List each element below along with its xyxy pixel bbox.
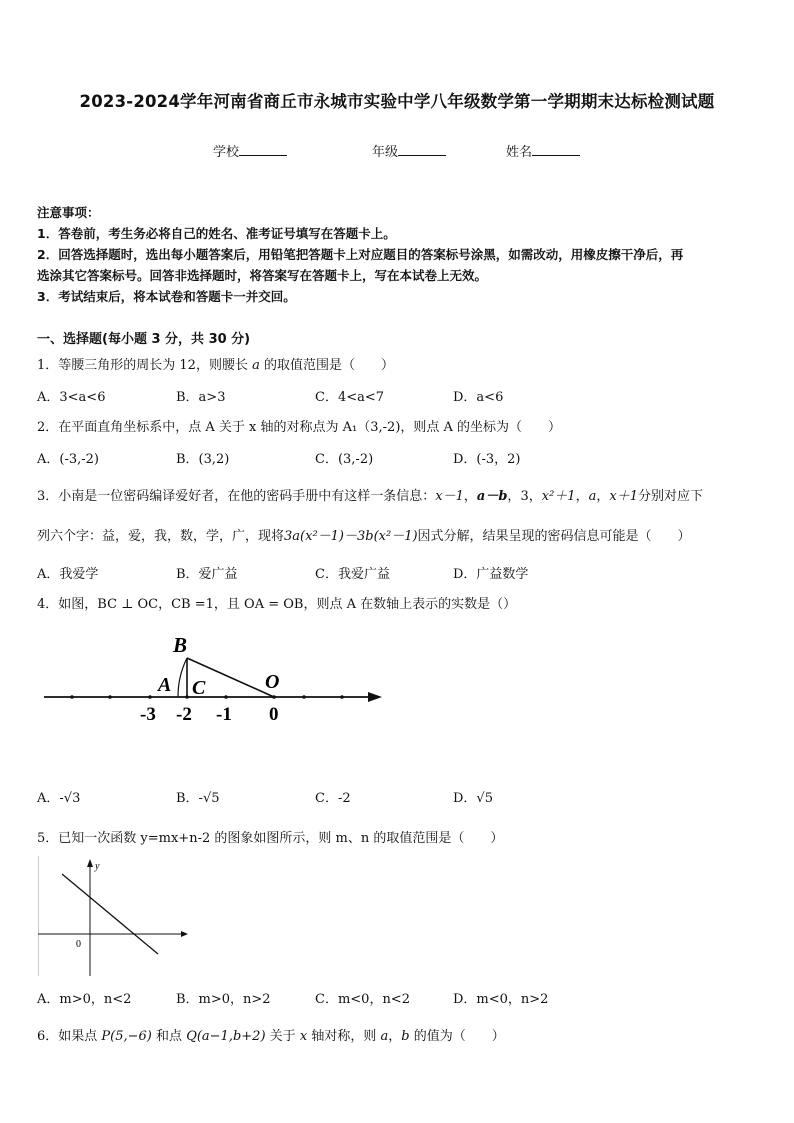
q3-item-1: x－1 <box>435 489 464 504</box>
school-label: 学校 <box>213 145 240 160</box>
q3-option-d: D．广益数学 <box>453 567 529 582</box>
q1-stem-b: 的取值范围是（ ） <box>259 358 394 373</box>
school-blank <box>239 143 287 156</box>
q6-text-a: 6．如果点 <box>37 1029 98 1044</box>
q5-option-b: B．m>0，n>2 <box>176 992 271 1007</box>
y-axis-arrow <box>87 859 93 867</box>
notice-heading: 注意事项： <box>37 205 100 220</box>
grade-blank <box>398 143 446 156</box>
tick-dot <box>70 695 74 699</box>
x-axis-arrow <box>181 931 188 937</box>
name-label: 姓名 <box>506 145 533 160</box>
tick-dot <box>108 695 112 699</box>
q6-point-p: P(5,−6) <box>101 1029 152 1044</box>
q1-stem-a: 1．等腰三角形的周长为 12，则腰长 <box>37 358 253 373</box>
q1-option-a: A．3<a<6 <box>37 390 106 405</box>
q6-axis-x: x <box>299 1029 308 1044</box>
q1-option-c: C．4<a<7 <box>315 390 385 405</box>
question-3-line-2 <box>37 525 691 544</box>
q6-sep: ， <box>388 1029 402 1044</box>
q6-point-q: Q(a−1,b+2) <box>186 1029 266 1044</box>
tick-label-minus-2: -2 <box>176 704 192 725</box>
q4-option-a: A．-√3 <box>37 791 81 806</box>
question-5: 5．已知一次函数 y=mx+n-2 的图象如图所示，则 m、n 的取值范围是（ ） <box>37 831 504 846</box>
arc-ba <box>178 658 187 697</box>
q3-text-b: 分别对应下 <box>637 489 703 504</box>
linear-function-graph <box>38 856 188 980</box>
q6-text-b: 和点 <box>156 1029 183 1044</box>
q3-item-6: x＋1 <box>609 489 638 504</box>
q4-option-c: C．-2 <box>315 791 351 806</box>
label-a: A <box>158 674 172 696</box>
tick-dot <box>148 695 152 699</box>
q3-item-4: x²＋1 <box>541 489 576 504</box>
q1-option-d: D．a<6 <box>453 390 504 405</box>
number-line-figure <box>38 628 388 728</box>
q1-option-b: B．a>3 <box>176 390 226 405</box>
tick-label-minus-1: -1 <box>216 704 232 725</box>
label-b: B <box>173 633 188 657</box>
tick-label-minus-3: -3 <box>140 704 156 725</box>
q3-text-d: 因式分解，结果呈现的密码信息可能是（ ） <box>417 529 691 544</box>
number-line-arrow <box>368 692 382 702</box>
tick-dot <box>224 695 228 699</box>
tick-dot <box>340 695 344 699</box>
q6-text-d: 轴对称，则 <box>311 1029 377 1044</box>
tick-dot <box>302 695 306 699</box>
q2-option-d: D．(-3，2) <box>453 452 521 467</box>
q2-option-a: A．(-3,-2) <box>37 452 99 467</box>
question-1 <box>37 354 394 373</box>
question-6 <box>37 1025 505 1044</box>
q1-var: a <box>252 358 260 373</box>
name-field <box>506 141 580 160</box>
q5-option-a: A．m>0，n<2 <box>37 992 132 1007</box>
notice-item-3: 3．考试结束后，将本试卷和答题卡一并交回。 <box>37 289 296 304</box>
q3-text-c: 列六个字：益，爱，我，数，学，广，现将 <box>37 529 285 544</box>
q3-text-a: 3．小南是一位密码编译爱好者，在他的密码手册中有这样一条信息： <box>37 489 436 504</box>
q4-option-d: D．√5 <box>453 791 493 806</box>
section-heading: 一、选择题(每小题 3 分，共 30 分) <box>37 332 251 347</box>
page-title: 2023-2024学年河南省商丘市永城市实验中学八年级数学第一学期期末达标检测试题 <box>79 92 715 111</box>
q6-var-b: b <box>401 1029 410 1044</box>
q2-option-b: B．(3,2) <box>176 452 230 467</box>
q2-option-c: C．(3,-2) <box>315 452 374 467</box>
q4-option-b: B．-√5 <box>176 791 220 806</box>
grade-label: 年级 <box>372 145 399 160</box>
q3-option-a: A．我爱学 <box>37 567 99 582</box>
label-o: O <box>265 671 280 693</box>
q3-item-2: a－b <box>476 489 508 504</box>
q6-var-a: a <box>380 1029 389 1044</box>
notice-item-2: 2．回答选择题时，选出每小题答案后，用铅笔把答题卡上对应题目的答案标号涂黑，如需改动，用橡皮擦干净后，再 <box>37 247 684 262</box>
q3-item-3: 3 <box>520 489 529 504</box>
grade-field <box>372 141 446 160</box>
q3-expression: 3a(x²－1)－3b(x²－1) <box>284 529 418 544</box>
q3-option-b: B．爱广益 <box>176 567 238 582</box>
question-3-line-1: 3．小南是一位密码编译爱好者，在他的密码手册中有这样一条信息：x－1，a－b，3，x²＋1，a，x＋1分别对应下 <box>37 489 703 504</box>
y-axis-label: y <box>95 861 100 872</box>
q5-option-d: D．m<0，n>2 <box>453 992 549 1007</box>
question-4: 4．如图，BC ⊥ OC，CB =1，且 OA = OB，则点 A 在数轴上表示的实数是（） <box>37 597 517 612</box>
q5-option-c: C．m<0，n<2 <box>315 992 410 1007</box>
q3-option-c: C．我爱广益 <box>315 567 390 582</box>
label-c: C <box>192 677 206 699</box>
q6-text-c: 关于 <box>269 1029 296 1044</box>
notice-item-2-cont: 选涂其它答案标号。回答非选择题时，将答案写在答题卡上，写在本试卷上无效。 <box>37 268 488 283</box>
notice-item-1: 1．答卷前，考生务必将自己的姓名、准考证号填写在答题卡上。 <box>37 226 396 241</box>
school-field <box>213 141 287 160</box>
name-blank <box>532 143 580 156</box>
question-2: 2．在平面直角坐标系中，点 A 关于 x 轴的对称点为 A₁（3,-2)，则点 A 的坐标为（ ） <box>37 420 562 435</box>
origin-label: 0 <box>76 939 81 950</box>
tick-label-0: 0 <box>269 704 279 725</box>
q6-text-e: 的值为（ ） <box>413 1029 505 1044</box>
q3-item-5: a <box>588 489 597 504</box>
